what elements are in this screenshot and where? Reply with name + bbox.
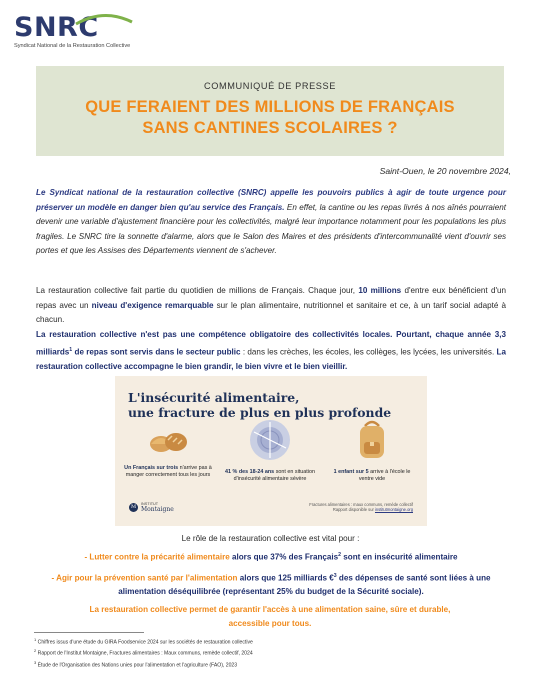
footnote-ref-3: 3 — [333, 573, 337, 579]
montaigne-m-icon: M — [130, 504, 137, 510]
banner-kicker: COMMUNIQUÉ DE PRESSE — [204, 81, 336, 91]
text-span: sur le plan alimentaire, nutritionnel et sanitaire et ce, à un tarif social adapté à chacun. — [36, 300, 507, 325]
backpack-icon — [352, 418, 392, 462]
logo-subtitle: Syndicat National de la Restauration Collective — [14, 43, 131, 49]
footnote-text: Étude de l'Organisation des Nations unies pour l'alimentation et l'agriculture (FAO), 2023 — [36, 662, 238, 669]
text-span: d'entre eux bénéficient d'un repas avec un — [36, 286, 506, 310]
infographic-source — [303, 502, 413, 512]
snrc-logo — [14, 14, 144, 56]
bullet-precarite — [40, 549, 502, 564]
brand-line-1: INSTITUT — [141, 502, 159, 506]
banner-title-line-1: QUE FERAIENT DES MILLIONS DE FRANÇAIS — [85, 98, 455, 116]
footnotes — [34, 636, 253, 670]
footnote-text: Chiffres issus d'une étude du GIRA Foodservice 2024 sur les sociétés de restauration collective — [36, 639, 253, 646]
stat-1-text: n'arrive pas à manger correctement tous les jours — [125, 465, 212, 478]
vital-role-intro: Le rôle de la restauration collective est vital pour : — [181, 534, 360, 543]
highlight-10-millions: 10 millions — [358, 286, 402, 295]
brand-line-2: Montaigne — [141, 506, 174, 513]
paragraph-daily — [36, 284, 506, 328]
banner-title-line-2: SANS CANTINES SCOLAIRES ? — [142, 119, 398, 137]
highlight-3-3-milliards: 3,3 milliards — [36, 330, 506, 357]
institut-montaigne-logo — [129, 502, 174, 513]
stat-3-emphasis: 1 enfant sur 5 — [333, 469, 369, 475]
highlight-exigence: niveau d'exigence remarquable — [91, 300, 214, 310]
logo-wordmark: SNRC — [14, 12, 99, 43]
source-link[interactable]: institutmontaigne.org — [374, 507, 413, 512]
stat-2-text: sont en situation d'insécurité alimentaire sévère — [233, 469, 315, 482]
logo-arc-icon — [74, 12, 134, 26]
footnote-ref-2: 2 — [338, 552, 342, 558]
bullet-2-text-end: des dépenses de santé sont liées à une alimentation déséquilibrée (représentant 25% du budget de la Sécurité sociale). — [118, 573, 491, 596]
dateline: Saint-Ouen, le 20 novembre 2024, — [379, 166, 511, 176]
footnote-1 — [34, 636, 253, 647]
infographic-food-insecurity — [115, 376, 427, 526]
highlight-competence: La restauration collective n'est pas une compétence obligatoire des collectivités locales. — [36, 330, 393, 339]
empty-plate-icon — [248, 418, 292, 462]
text-span: de repas sont servis dans le secteur public — [72, 347, 241, 357]
closing-statement — [60, 603, 480, 631]
bullet-1-text: alors que 37% des Français — [229, 552, 339, 562]
closing-line-1: La restauration collective permet de garantir l'accès à une alimentation saine, sûre et durable, — [89, 605, 451, 614]
infographic-title-line-1: L'insécurité alimentaire, — [128, 390, 300, 405]
infographic-stat-1 — [123, 418, 213, 479]
footnote-2 — [34, 647, 253, 658]
paragraph-intro-lead: Le Syndicat national de la restauration collective (SNRC) appelle les pouvoirs publics à agir de toute urgence pour préserver un modèle en danger bien qu'au service des Français. — [36, 188, 506, 212]
highlight-bien-grandir: La restauration collective accompagne le bien grandir, le bien vivre et le bien vieillir. — [36, 347, 506, 371]
footnote-number: 1 — [34, 637, 37, 642]
footnote-divider — [34, 632, 144, 633]
infographic-title — [128, 390, 391, 420]
bullet-1-label: - Lutter contre la précarité alimentaire — [84, 552, 230, 562]
source-title: Fractures alimentaires : maux communs, remède collectif — [309, 502, 413, 507]
source-label: Rapport disponible sur — [332, 507, 374, 512]
bullet-2-text: alors que 125 milliards € — [237, 573, 334, 583]
footnote-number: 3 — [34, 659, 37, 665]
bullet-1-text-end: sont en insécurité alimentaire — [341, 552, 458, 562]
banner-title — [36, 97, 504, 139]
stat-1-emphasis: Un Français sur trois — [124, 465, 179, 471]
press-release-banner — [36, 66, 504, 156]
bread-icon — [146, 418, 190, 458]
footnote-ref-1: 1 — [69, 346, 73, 353]
bullet-prevention — [40, 570, 502, 598]
footnote-3 — [34, 659, 253, 670]
infographic-stat-3 — [327, 418, 417, 483]
bullet-2-label: - Agir pour la prévention santé par l'alimentation — [51, 573, 238, 583]
paragraph-intro — [36, 186, 506, 259]
stat-2-emphasis: 41 % des 18-24 ans — [225, 469, 275, 475]
footnote-text: Rapport de l'Institut Montaigne, Fractures alimentaires : Maux communs, remède collectif, 2024 — [36, 651, 253, 658]
paragraph-intro-rest: En effet, la cantine ou les repas livrés à nos aînés pourraient devenir une variable d'ajustement financière pour les collectivités, malgré leur importance notamment pour les populations les plus fragiles. Le SNRC tire la sonnette d'alarme, alors que le Salon des Maires et des présidents d'intercommunalité vient d'ouvrir ses portes et que les Assises des Départements viennent de s'achever. — [36, 202, 506, 256]
closing-line-2: accessible pour tous. — [228, 619, 312, 628]
footnote-number: 2 — [34, 648, 37, 654]
text-span: La restauration collective fait partie du quotidien de millions de Français. Chaque jour, — [36, 286, 359, 295]
text-span: : dans les crèches, les écoles, les collèges, les lycées, les universités. — [240, 347, 497, 357]
infographic-stat-2 — [225, 418, 315, 483]
paragraph-public-sector — [36, 328, 506, 374]
infographic-title-line-2: une fracture de plus en plus profonde — [128, 405, 392, 420]
stat-3-text: arrive à l'école le ventre vide — [358, 469, 411, 482]
text-span: Pourtant, chaque année — [392, 330, 495, 339]
